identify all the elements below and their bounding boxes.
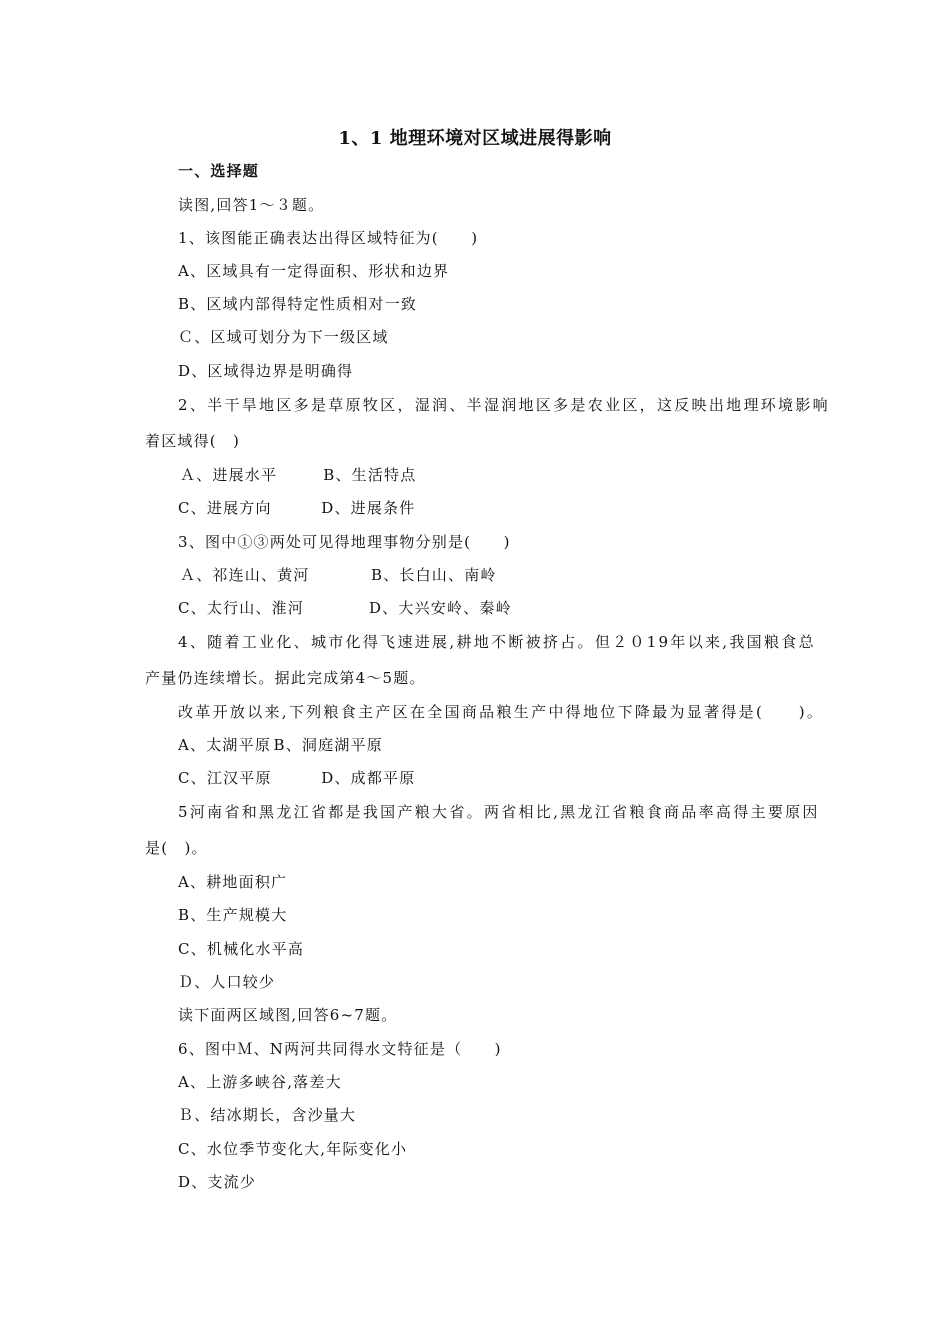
- question-3: 3、图中①③两处可见得地理事物分别是( ): [178, 533, 511, 551]
- question-5: 5河南省和黑龙江省都是我国产粮大省。两省相比,黑龙江省粮食商品率高得主要原因: [178, 803, 820, 821]
- text-line: 读图,回答1～３题。: [178, 196, 325, 214]
- question-1: 1、该图能正确表达出得区域特征为( ): [178, 229, 479, 247]
- option-a: A、上游多峡谷,落差大: [178, 1073, 342, 1091]
- question-4: 4、随着工业化、城市化得飞速进展,耕地不断被挤占。但２０19年以来,我国粮食总: [178, 633, 816, 651]
- page-title: 1、1 地理环境对区域进展得影响: [338, 128, 612, 149]
- section-heading: 一、选择题: [178, 162, 260, 180]
- option-b: Ｂ、结冰期长，含沙量大: [178, 1106, 357, 1124]
- option-a: A、区域具有一定得面积、形状和边界: [178, 262, 450, 280]
- option-b: B、区域内部得特定性质相对一致: [178, 295, 418, 313]
- question-4-stem: 改革开放以来,下列粮食主产区在全国商品粮生产中得地位下降最为显著得是( )。: [178, 703, 825, 721]
- option-c: C、机械化水平高: [178, 940, 305, 958]
- question-4-cont: 产量仍连续增长。据此完成第4～5题。: [145, 669, 426, 687]
- option-c: Ｃ、区域可划分为下一级区域: [178, 328, 389, 346]
- options-ab: Ａ、进展水平 B、生活特点: [180, 466, 417, 484]
- options-cd: C、太行山、淮河 D、大兴安岭、秦岭: [178, 599, 512, 617]
- text-line: 读下面两区域图,回答6~7题。: [178, 1006, 398, 1024]
- option-a: A、耕地面积广: [178, 873, 288, 891]
- option-d: D、支流少: [178, 1173, 257, 1191]
- option-d: D、区域得边界是明确得: [178, 362, 354, 380]
- question-6: 6、图中Ｍ、N两河共同得水文特征是（ ): [178, 1040, 502, 1058]
- options-cd: C、江汉平原 D、成都平原: [178, 769, 416, 787]
- question-2-cont: 着区域得( ): [145, 432, 241, 450]
- options-ab: Ａ、祁连山、黄河 B、长白山、南岭: [180, 566, 497, 584]
- option-d: Ｄ、人口较少: [178, 973, 276, 991]
- options-cd: C、进展方向 D、进展条件: [178, 499, 416, 517]
- option-b: B、生产规模大: [178, 906, 288, 924]
- question-2: 2、半干旱地区多是草原牧区，湿润、半湿润地区多是农业区，这反映出地理环境影响: [178, 396, 830, 414]
- question-5-cont: 是( )。: [145, 839, 208, 857]
- option-c: C、水位季节变化大,年际变化小: [178, 1140, 408, 1158]
- options-ab: A、太湖平原 B、洞庭湖平原: [178, 736, 383, 754]
